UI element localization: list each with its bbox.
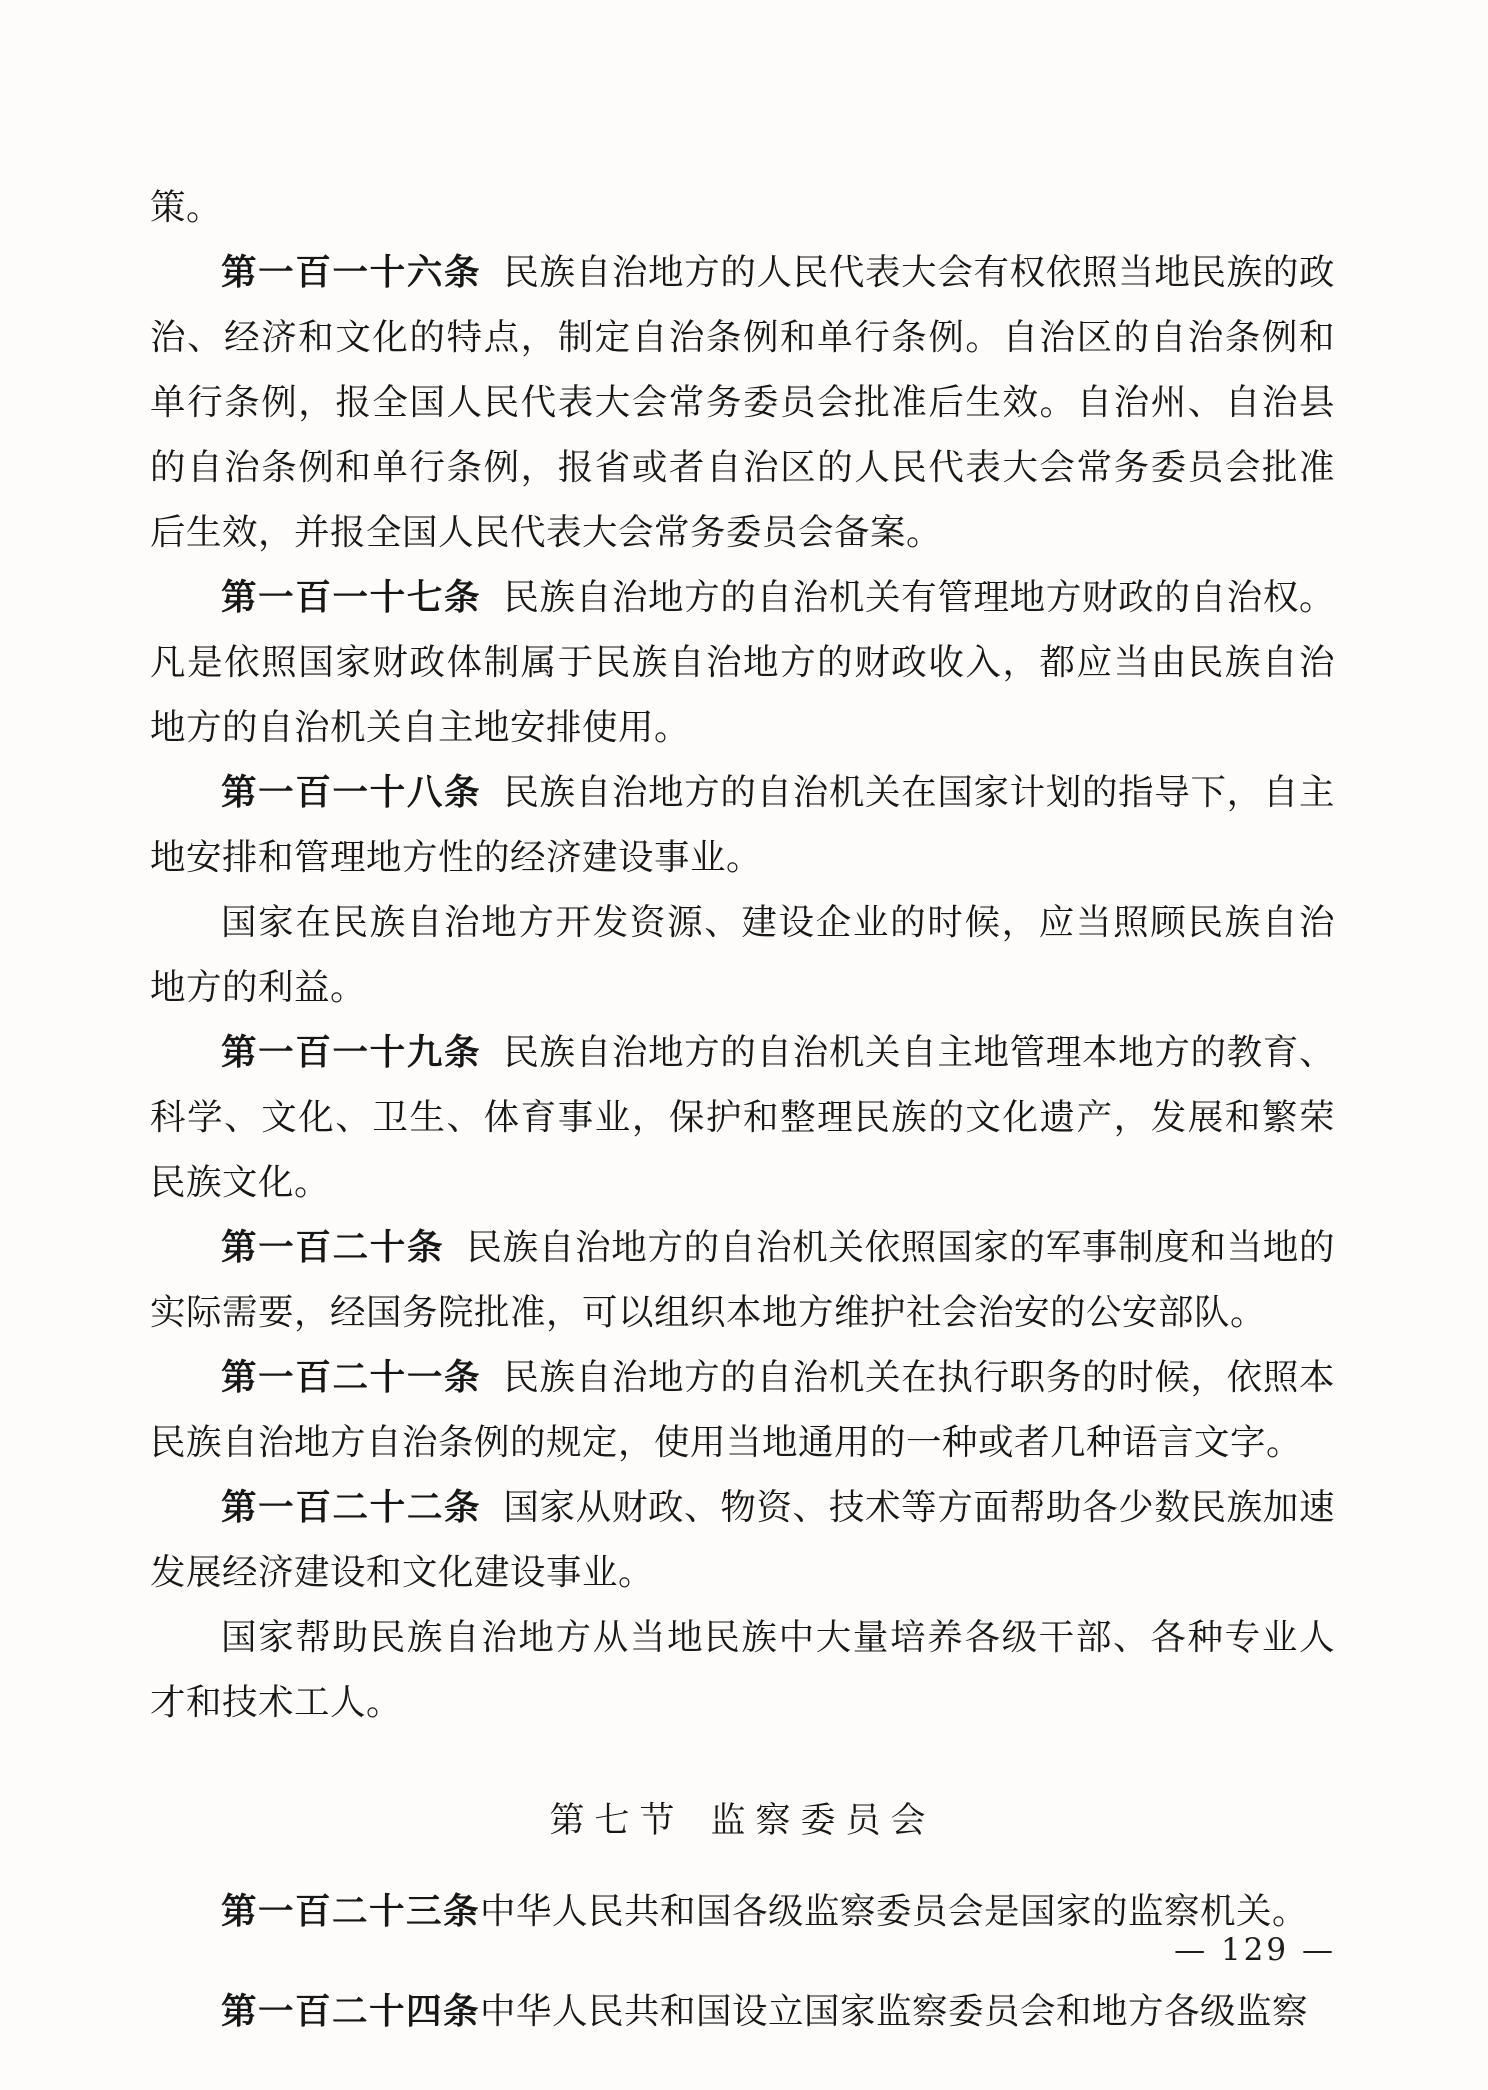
section-number: 第七节 bbox=[549, 1801, 685, 1841]
article-117 bbox=[150, 565, 1335, 760]
article-119 bbox=[150, 1020, 1335, 1215]
article-text: 民族自治地方的自治机关依照国家的军事制度和当地的实际需要，经国务院批准，可以组织本地方维护社会治安的公安部队。 bbox=[150, 1227, 1335, 1333]
article-number: 第一百二十一条 bbox=[221, 1357, 482, 1398]
article-number: 第一百二十四条 bbox=[221, 1991, 481, 2032]
article-122-paragraph-2 bbox=[150, 1605, 1335, 1735]
article-number: 第一百一十七条 bbox=[221, 577, 482, 618]
article-text: 国家在民族自治地方开发资源、建设企业的时候，应当照顾民族自治地方的利益。 bbox=[150, 902, 1335, 1008]
page-body bbox=[150, 175, 1335, 2080]
paragraph-text: 策。 bbox=[150, 187, 223, 228]
section-heading bbox=[150, 1793, 1335, 1843]
article-122 bbox=[150, 1475, 1335, 1605]
article-text: 民族自治地方的自治机关有管理地方财政的自治权。凡是依照国家财政体制属于民族自治地方的财政收入，都应当由民族自治地方的自治机关自主地安排使用。 bbox=[150, 577, 1335, 748]
article-text: 国家帮助民族自治地方从当地民族中大量培养各级干部、各种专业人才和技术工人。 bbox=[150, 1617, 1335, 1723]
article-118 bbox=[150, 760, 1335, 890]
section-title-text: 监察委员会 bbox=[710, 1801, 936, 1841]
article-123 bbox=[150, 1879, 1335, 1944]
article-text: 民族自治地方的自治机关在执行职务的时候，依照本民族自治地方自治条例的规定，使用当地通用的一种或者几种语言文字。 bbox=[150, 1357, 1335, 1463]
article-number: 第一百一十九条 bbox=[221, 1032, 482, 1073]
article-number: 第一百一十八条 bbox=[221, 772, 482, 813]
article-number: 第一百二十条 bbox=[221, 1227, 445, 1268]
article-number: 第一百一十六条 bbox=[221, 252, 482, 293]
article-text: 民族自治地方的人民代表大会有权依照当地民族的政治、经济和文化的特点，制定自治条例和单行条例。自治区的自治条例和单行条例，报全国人民代表大会常务委员会批准后生效。自治州、自治县的自治条例和单行条例，报省或者自治区的人民代表大会常务委员会批准后生效，并报全国人民代表大会常务委员会备案。 bbox=[150, 252, 1335, 553]
article-120 bbox=[150, 1215, 1335, 1345]
article-text: 中华人民共和国设立国家监察委员会和地方各级监察 bbox=[480, 1991, 1309, 2032]
paragraph-continued bbox=[150, 175, 1335, 240]
article-text: 民族自治地方的自治机关自主地管理本地方的教育、科学、文化、卫生、体育事业，保护和整理民族的文化遗产，发展和繁荣民族文化。 bbox=[150, 1032, 1335, 1203]
article-124 bbox=[150, 1979, 1335, 2044]
article-text: 民族自治地方的自治机关在国家计划的指导下，自主地安排和管理地方性的经济建设事业。 bbox=[150, 772, 1335, 878]
page-number: — 129 — bbox=[1174, 1932, 1336, 1968]
article-text: 中华人民共和国各级监察委员会是国家的监察机关。 bbox=[480, 1890, 1309, 1932]
article-121 bbox=[150, 1345, 1335, 1475]
article-116 bbox=[150, 240, 1335, 565]
article-number: 第一百二十三条 bbox=[221, 1890, 481, 1932]
article-text: 国家从财政、物资、技术等方面帮助各少数民族加速发展经济建设和文化建设事业。 bbox=[150, 1487, 1335, 1593]
article-118-paragraph-2 bbox=[150, 890, 1335, 1020]
article-number: 第一百二十二条 bbox=[221, 1487, 482, 1528]
